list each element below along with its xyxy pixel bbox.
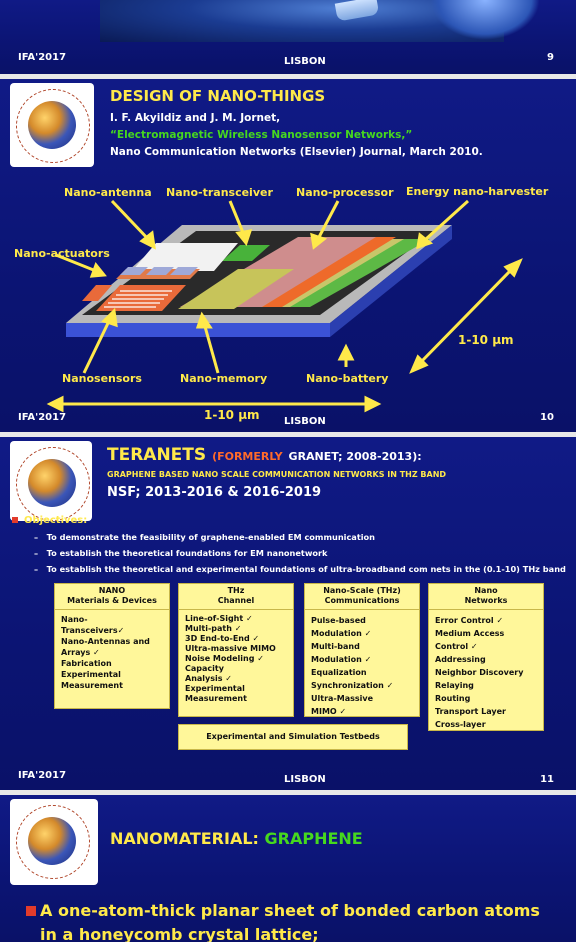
column-item: Synchronization ✓: [311, 681, 394, 690]
footer-conference: IFA'2017: [18, 770, 67, 781]
slide-title: [107, 445, 422, 465]
column-item: Arrays ✓: [61, 648, 100, 657]
bullet-line: in a honeycomb crystal lattice;: [40, 925, 319, 942]
footer-conference: IFA'2017: [18, 52, 67, 63]
column-item: Modulation ✓: [311, 629, 372, 638]
column-item: Medium Access: [435, 629, 505, 638]
slide-12: [0, 795, 576, 942]
testbeds-box: Experimental and Simulation Testbeds: [178, 724, 408, 750]
slide-title: DESIGN OF NANO-THINGS: [110, 87, 326, 105]
column-item: Experimental: [185, 684, 245, 693]
slide-number: 10: [540, 412, 554, 423]
column-item: Neighbor Discovery: [435, 668, 524, 677]
objective-item: – To demonstrate the feasibility of graphene-enabled EM communication: [34, 532, 376, 542]
label-nano-actuators: Nano-actuators: [14, 247, 110, 260]
slide-9-image: [100, 0, 504, 42]
bwn-lab-logo: [10, 441, 92, 521]
footer-location: LISBON: [284, 56, 326, 67]
title-granet: GRANET; 2008-2013):: [288, 450, 422, 463]
figure-image: [430, 0, 540, 40]
column-header-line: Nano: [474, 586, 498, 595]
column-item: Pulse-based: [311, 616, 366, 625]
title-prefix: NANOMATERIAL:: [110, 829, 265, 848]
reference-authors: I. F. Akyildiz and J. M. Jornet,: [110, 112, 281, 124]
column-item: Addressing: [435, 655, 486, 664]
column-item: Control ✓: [435, 642, 478, 651]
objectives-label: Objectives:: [24, 515, 88, 526]
slide-number: 11: [540, 774, 554, 785]
reference-paper-title: “Electromagnetic Wireless Nanosensor Networks,”: [110, 129, 413, 141]
column-nano-scale-communications: [304, 583, 420, 717]
label-nanosensors: Nanosensors: [62, 372, 142, 385]
column-item: Multi-band: [311, 642, 360, 651]
column-item: Transport Layer: [435, 707, 506, 716]
column-header-line: Channel: [217, 596, 255, 605]
objective-text: To demonstrate the feasibility of graphene-enabled EM communication: [46, 532, 376, 542]
column-item: Ultra-Massive: [311, 694, 373, 703]
bullet-square: [26, 906, 36, 916]
column-nano-networks: [428, 583, 544, 731]
column-item: Analysis ✓: [185, 674, 232, 683]
label-dimension-bottom: 1-10 μm: [204, 408, 260, 422]
column-body: [429, 610, 543, 735]
title-formerly: (FORMERLY: [212, 450, 283, 463]
footer-conference: IFA'2017: [18, 412, 67, 423]
objective-text: To establish the theoretical foundations for EM nanonetwork: [46, 548, 328, 558]
column-item: Ultra-massive MIMO: [185, 644, 276, 653]
column-item: Capacity: [185, 664, 224, 673]
column-header: [429, 584, 543, 610]
bullet-square: [12, 517, 18, 523]
column-body: [179, 610, 293, 708]
footer-location: LISBON: [284, 774, 326, 785]
column-header: [55, 584, 169, 610]
slide-subtitle: GRAPHENE BASED NANO SCALE COMMUNICATION NETWORKS IN THZ BAND: [107, 470, 447, 479]
footer-location: LISBON: [284, 416, 326, 427]
column-header-line: Communications: [324, 596, 400, 605]
label-energy-nano-harvester: Energy nano-harvester: [406, 185, 549, 198]
column-item: Routing: [435, 694, 471, 703]
column-item: Measurement: [61, 681, 123, 690]
column-item: Multi-path ✓: [185, 624, 242, 633]
column-item: Error Control ✓: [435, 616, 504, 625]
title-highlight: GRAPHENE: [264, 829, 363, 848]
column-item: Nano-Antennas and: [61, 637, 150, 646]
slide-11: [0, 437, 576, 790]
title-main: TERANETS: [107, 445, 207, 465]
objectives-heading: [12, 515, 87, 526]
label-nano-memory: Nano-memory: [180, 372, 268, 385]
column-header-line: THz: [227, 586, 245, 595]
column-item: Nano-: [61, 615, 88, 624]
column-item: Fabrication: [61, 659, 112, 668]
label-nano-battery: Nano-battery: [306, 372, 389, 385]
slide-number: 9: [547, 52, 554, 63]
phone-image: [335, 0, 379, 22]
column-item: Relaying: [435, 681, 474, 690]
column-body: [55, 610, 169, 695]
objective-item: – To establish the theoretical foundations for EM nanonetwork: [34, 548, 328, 558]
objective-item: – To establish the theoretical and experimental foundations of ultra-broadband com nets in the (0.1-10) THz band: [34, 564, 566, 574]
column-item: Modulation ✓: [311, 655, 372, 664]
column-header-line: NANO: [98, 586, 126, 595]
bwn-lab-logo: [10, 799, 98, 885]
reference-journal: Nano Communication Networks (Elsevier) Journal, March 2010.: [110, 146, 483, 158]
column-item: MIMO ✓: [311, 707, 347, 716]
column-header-line: Nano-Scale (THz): [323, 586, 401, 595]
slide-title: [110, 829, 363, 848]
slide-10: [0, 79, 576, 432]
graphene-bullet: [26, 899, 540, 942]
logo-globe: [28, 459, 76, 507]
label-nano-processor: Nano-processor: [296, 186, 394, 199]
column-header: [179, 584, 293, 610]
column-item: 3D End-to-End ✓: [185, 634, 260, 643]
column-item: Experimental: [61, 670, 121, 679]
objective-text: To establish the theoretical and experimental foundations of ultra-broadband com nets in the (0.1-10) THz band: [46, 564, 566, 574]
column-nano-materials: [54, 583, 170, 709]
logo-globe: [28, 817, 76, 865]
slide-9: [0, 0, 576, 74]
column-item: Equalization: [311, 668, 367, 677]
column-header: [305, 584, 419, 610]
column-item: Measurement: [185, 694, 247, 703]
column-header-line: Materials & Devices: [67, 596, 157, 605]
bullet-line: A one-atom-thick planar sheet of bonded carbon atoms: [40, 901, 540, 920]
nsf-funding: NSF; 2013-2016 & 2016-2019: [107, 485, 322, 500]
column-item: Line-of-Sight ✓: [185, 614, 253, 623]
label-dimension-right: 1-10 μm: [458, 333, 514, 347]
column-thz-channel: [178, 583, 294, 717]
column-item: Cross-layer: [435, 720, 486, 729]
label-nano-antenna: Nano-antenna: [64, 186, 152, 199]
column-header-line: Networks: [464, 596, 508, 605]
column-item: Transceivers✓: [61, 626, 125, 635]
column-item: Noise Modeling ✓: [185, 654, 264, 663]
column-body: [305, 610, 419, 722]
label-nano-transceiver: Nano-transceiver: [166, 186, 273, 199]
